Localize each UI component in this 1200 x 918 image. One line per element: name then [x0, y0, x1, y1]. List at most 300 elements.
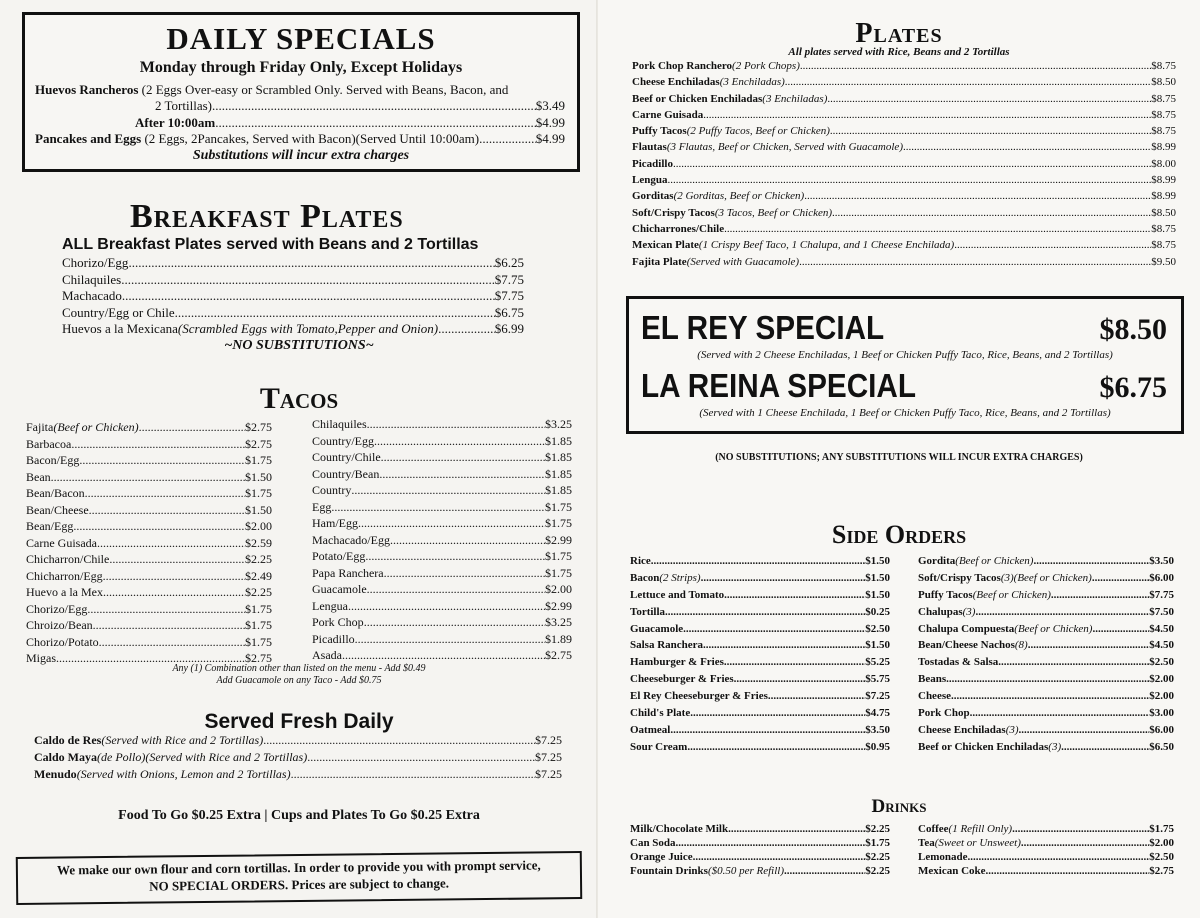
after-ten-line: After 10:00am ..... $4.99	[135, 116, 565, 129]
side-order-item	[918, 607, 1174, 624]
drinks-right	[918, 824, 1174, 880]
leader-dots	[109, 553, 245, 565]
item-name: Potato/Egg	[312, 549, 366, 563]
item-description: (de Pollo)(Served with Rice and 2 Tortillas)	[97, 750, 308, 764]
leader-dots	[800, 61, 1151, 72]
item-name: Bean/Bacon	[26, 486, 85, 500]
breakfast-item	[62, 322, 524, 339]
plate-item	[632, 126, 1176, 142]
item-name-wrap	[312, 600, 348, 612]
item-price: $7.25	[535, 767, 562, 781]
item-description: ($0.50 per Refill)	[707, 865, 785, 877]
item-name-wrap	[312, 435, 374, 447]
item-name-wrap	[26, 570, 103, 582]
item-price: $2.25	[245, 585, 272, 599]
item-name: Lettuce and Tomato	[630, 588, 725, 601]
item-name: Bacon/Egg	[26, 453, 80, 467]
drink-item	[918, 852, 1174, 866]
item-price: $1.50	[245, 502, 272, 517]
side-order-item	[630, 573, 890, 590]
item-name: Fajita	[26, 420, 54, 434]
item-description: (3 Enchiladas)	[762, 92, 828, 105]
item-price: $4.50	[1149, 639, 1174, 652]
item-price: $6.75	[494, 304, 524, 320]
item-price: $2.50	[1149, 851, 1174, 863]
item-name-wrap	[26, 421, 139, 433]
side-order-item	[630, 590, 890, 607]
item-price: $5.25	[865, 656, 890, 669]
leader-dots	[97, 537, 245, 549]
leader-dots	[1028, 640, 1150, 651]
item-name-wrap	[26, 520, 73, 532]
taco-item	[26, 636, 272, 653]
item-name-wrap	[918, 657, 998, 668]
side-order-item	[918, 624, 1174, 641]
item-name-wrap	[918, 674, 946, 685]
leader-dots	[331, 501, 545, 513]
item-name: Picadillo	[312, 631, 355, 646]
taco-item	[26, 603, 272, 620]
taco-item	[312, 484, 572, 501]
item-price: $7.75	[494, 271, 524, 287]
item-name: Bean	[26, 469, 51, 484]
item-name: Country/Chile	[312, 450, 381, 464]
side-order-item	[630, 674, 890, 691]
item-name-wrap	[918, 708, 970, 719]
plate-item	[632, 142, 1176, 158]
leader-dots	[365, 550, 545, 562]
item-name: Hamburger & Fries	[630, 656, 724, 669]
item-name: Huevo a la Mex	[26, 585, 103, 599]
taco-item	[26, 421, 272, 438]
side-order-item	[630, 624, 890, 641]
leader-dots	[673, 159, 1151, 170]
leader-dots	[665, 607, 865, 618]
item-price: $1.50	[245, 469, 272, 484]
item-name: Tostadas & Salsa	[918, 656, 999, 669]
taco-item	[26, 553, 272, 570]
leader-dots	[724, 224, 1151, 235]
item-name: Egg	[312, 499, 332, 514]
item-name: Chalupa Compuesta	[918, 622, 1015, 635]
item-price: $7.75	[1149, 588, 1174, 601]
item-price: $1.50	[865, 555, 890, 567]
item-price: $2.00	[1149, 673, 1174, 686]
served-fresh-list	[34, 734, 562, 785]
leader-dots	[683, 624, 865, 635]
leader-dots	[175, 306, 495, 319]
item-price: $2.25	[865, 823, 890, 835]
item-name: Menudo	[34, 767, 77, 781]
item-name-wrap	[630, 725, 670, 736]
item-name: Caldo Maya	[34, 750, 97, 764]
drink-item	[918, 824, 1174, 838]
item-name: Tea	[918, 837, 935, 849]
plate-item	[632, 240, 1176, 256]
item-name: Tortilla	[630, 605, 666, 618]
item-name: Can Soda	[630, 837, 676, 849]
item-name: El Rey Cheeseburger & Fries	[630, 690, 768, 703]
item-price: $3.00	[1149, 707, 1174, 720]
leader-dots	[71, 438, 245, 450]
item-name-wrap	[918, 624, 1092, 635]
item-name-wrap	[26, 619, 93, 631]
item-name-wrap	[632, 257, 799, 268]
item-price: $1.50	[865, 588, 890, 601]
leader-dots	[728, 824, 865, 835]
item-name-wrap	[632, 159, 673, 170]
drinks-title: Drinks	[871, 796, 927, 817]
drink-item	[630, 824, 890, 838]
leader-dots	[390, 534, 545, 546]
item-name: Lemonade	[918, 851, 968, 863]
item-description: (2 Gorditas, Beef or Chicken)	[673, 190, 805, 203]
item-name-wrap	[26, 586, 103, 598]
taco-item	[26, 537, 272, 554]
leader-dots	[703, 110, 1151, 121]
item-description: (Served with Onions, Lemon and 2 Tortillas)	[76, 767, 291, 781]
item-price: $2.25	[865, 851, 890, 863]
huevos-rancheros-line2: 2 Tortillas) ..... $3.49	[155, 99, 565, 112]
leader-dots	[804, 191, 1151, 202]
item-name-wrap	[630, 838, 676, 849]
item-name-wrap	[630, 674, 734, 685]
item-name: Chicharrones/Chile	[632, 222, 725, 235]
item-description: (Beef or Chicken)	[955, 555, 1034, 567]
item-name: Barbacoa	[26, 436, 72, 451]
item-name: Carne Guisada	[26, 535, 97, 550]
leader-dots	[975, 607, 1149, 618]
item-name-wrap	[312, 633, 355, 645]
leader-dots	[438, 322, 495, 335]
item-price: $1.75	[245, 634, 272, 649]
tortilla-notice-line1: We make our own flour and corn tortillas. In order to provide you with prompt service,	[56, 857, 541, 878]
leader-dots	[79, 454, 245, 466]
item-name-wrap	[632, 240, 954, 251]
item-name-wrap	[630, 708, 690, 719]
item-name: Papa Ranchera	[312, 565, 384, 580]
item-name-wrap	[918, 742, 1061, 753]
side-order-item	[918, 556, 1174, 573]
el-rey-special-price: $8.50	[1099, 313, 1167, 346]
la-reina-special-name: LA REINA SPECIAL	[641, 367, 917, 404]
breakfast-no-subs: ~NO SUBSTITUTIONS~	[224, 338, 374, 353]
item-name: Rice	[630, 555, 651, 567]
leader-dots	[263, 734, 535, 746]
item-name-wrap	[630, 607, 665, 618]
item-name-wrap	[26, 471, 51, 483]
tortilla-notice-box	[16, 851, 582, 905]
item-price: $6.00	[1149, 571, 1174, 584]
item-price: $4.50	[1149, 622, 1174, 635]
item-name: Flautas	[632, 141, 667, 154]
item-description: (Beef or Chicken)	[1014, 622, 1093, 635]
leader-dots	[351, 484, 545, 496]
taco-item	[26, 570, 272, 587]
side-order-item	[630, 640, 890, 657]
leader-dots	[687, 742, 865, 753]
item-name: Bean/Egg	[26, 519, 74, 533]
item-price: $4.75	[865, 707, 890, 720]
plates-list	[632, 61, 1176, 273]
side-order-item	[918, 708, 1174, 725]
item-name-wrap	[918, 725, 1019, 736]
item-name: Ham/Egg	[312, 516, 358, 530]
leader-dots	[374, 435, 545, 447]
item-name-wrap	[630, 691, 768, 702]
item-name-wrap	[34, 734, 263, 746]
item-price: $8.75	[1151, 125, 1176, 138]
item-name: Chicharron/Chile	[26, 552, 110, 566]
item-price: $1.85	[545, 466, 572, 481]
el-rey-special-name: EL REY SPECIAL	[641, 309, 885, 346]
leader-dots	[651, 556, 865, 567]
item-name: Country/Egg or Chile	[62, 304, 175, 320]
item-name: Fountain Drinks	[630, 865, 708, 877]
plate-item	[632, 224, 1176, 240]
item-name: Child's Plate	[630, 707, 691, 720]
side-order-item	[918, 657, 1174, 674]
item-price: $8.75	[1151, 92, 1176, 105]
item-price: $2.00	[545, 582, 572, 596]
taco-item	[312, 567, 572, 584]
side-order-item	[630, 556, 890, 573]
item-price: $2.00	[1149, 690, 1174, 703]
item-name: Bean/Cheese Nachos	[918, 639, 1015, 652]
plate-item	[632, 77, 1176, 93]
side-order-item	[630, 742, 890, 759]
taco-item	[312, 517, 572, 534]
leader-dots	[358, 517, 545, 529]
item-description: (3)	[1048, 740, 1062, 753]
item-name-wrap	[312, 534, 390, 546]
item-name: Chilaquiles	[312, 417, 367, 431]
leader-dots	[1012, 824, 1149, 835]
item-name: Huevos a la Mexicana	[62, 321, 178, 336]
item-name: Chalupas	[918, 605, 963, 618]
leader-dots	[832, 208, 1151, 219]
item-name-wrap	[918, 866, 986, 877]
item-name-wrap	[918, 852, 968, 863]
breakfast-item	[62, 256, 524, 273]
specials-no-subs: (NO SUBSTITUTIONS; ANY SUBSTITUTIONS WILL INCUR EXTRA CHARGES)	[715, 452, 1083, 463]
side-order-item	[630, 708, 890, 725]
item-name: Coffee	[918, 823, 949, 835]
item-price: $8.75	[1151, 60, 1176, 72]
side-orders-right	[918, 556, 1174, 759]
side-order-item	[630, 725, 890, 742]
item-name: Bacon	[630, 571, 660, 584]
item-description: (3 Flautas, Beef or Chicken, Served with Guacamole)	[666, 141, 903, 154]
breakfast-title: Breakfast Plates	[130, 198, 404, 235]
item-price: $7.50	[1149, 605, 1174, 618]
leader-dots	[342, 649, 545, 661]
side-order-item	[918, 742, 1174, 759]
item-name-wrap	[630, 556, 651, 567]
item-name-wrap	[632, 175, 667, 186]
leader-dots	[785, 77, 1151, 88]
item-name-wrap	[630, 742, 687, 753]
item-price: $0.95	[865, 740, 890, 753]
leader-dots	[799, 257, 1151, 268]
leader-dots	[103, 570, 245, 582]
substitutions-note: Substitutions will incur extra charges	[192, 148, 410, 163]
item-name: Pork Chop	[312, 615, 364, 629]
leader-dots	[381, 451, 545, 463]
item-price: $8.50	[1151, 206, 1176, 219]
taco-item	[312, 583, 572, 600]
item-description: (Served with Rice and 2 Tortillas)	[101, 733, 264, 747]
side-order-item	[918, 725, 1174, 742]
tacos-right-list	[312, 418, 572, 666]
served-fresh-item	[34, 734, 562, 751]
item-price: $1.85	[545, 450, 572, 464]
leader-dots	[701, 573, 866, 584]
taco-item	[312, 468, 572, 485]
item-name: Migas	[26, 651, 56, 665]
item-name: Caldo de Res	[34, 733, 102, 747]
leader-dots	[903, 142, 1151, 153]
taco-item	[312, 633, 572, 650]
item-price: $6.50	[1149, 740, 1174, 753]
taco-item	[312, 451, 572, 468]
leader-dots	[367, 583, 545, 595]
item-price: $8.75	[1151, 222, 1176, 235]
item-name-wrap	[26, 537, 97, 549]
item-price: $2.75	[245, 436, 272, 451]
item-name-wrap	[26, 636, 99, 648]
taco-item	[312, 435, 572, 452]
item-price: $1.75	[245, 453, 272, 467]
item-name: Milk/Chocolate Milk	[630, 823, 729, 835]
item-name: Chorizo/Potato	[26, 634, 99, 649]
plates-subtitle: All plates served with Rice, Beans and 2 Tortillas	[788, 46, 1010, 58]
breakfast-item	[62, 273, 524, 290]
item-name: Chorizo/Egg	[62, 255, 129, 270]
item-price: $1.85	[545, 433, 572, 448]
item-name-wrap	[630, 824, 728, 835]
item-description: (1 Crispy Beef Taco, 1 Chalupa, and 1 Cheese Enchilada)	[698, 239, 955, 252]
item-price: $2.99	[545, 532, 572, 547]
item-name-wrap	[26, 603, 87, 615]
item-price: $1.75	[245, 601, 272, 616]
leader-dots	[667, 175, 1151, 186]
item-name: Machacado	[62, 288, 122, 303]
plate-item	[632, 61, 1176, 77]
item-name: Country	[312, 483, 352, 497]
item-price: $2.75	[245, 651, 272, 665]
item-name: Asada	[312, 648, 342, 662]
leader-dots	[998, 657, 1149, 668]
plate-item	[632, 191, 1176, 207]
la-reina-special-price: $6.75	[1099, 371, 1167, 404]
item-name: Mexican Coke	[918, 865, 986, 877]
item-description: (Served with Guacamole)	[686, 255, 800, 268]
item-price: $8.99	[1151, 141, 1176, 154]
leader-dots	[986, 866, 1150, 877]
item-name: Lengua	[632, 174, 668, 187]
item-name-wrap	[632, 191, 804, 202]
leader-dots	[379, 468, 545, 480]
taco-item	[26, 487, 272, 504]
item-price: $8.75	[1151, 108, 1176, 121]
item-price: $1.75	[545, 499, 572, 514]
item-name-wrap	[918, 640, 1028, 651]
item-price: $2.75	[1149, 865, 1174, 877]
item-name-wrap	[630, 590, 724, 601]
side-order-item	[918, 674, 1174, 691]
item-price: $2.59	[245, 535, 272, 550]
item-name-wrap	[312, 517, 358, 529]
item-price: $7.25	[535, 733, 562, 747]
item-price: $3.50	[1149, 555, 1174, 567]
taco-item	[26, 504, 272, 521]
item-price: $2.50	[1149, 656, 1174, 669]
drink-item	[630, 852, 890, 866]
side-orders-left	[630, 556, 890, 759]
item-price: $7.25	[535, 750, 562, 764]
item-price: $1.50	[865, 639, 890, 652]
leader-dots	[51, 471, 245, 483]
leader-dots	[1092, 624, 1149, 635]
taco-guacamole-note: Add Guacamole on any Taco - Add $0.75	[216, 675, 382, 686]
served-fresh-item	[34, 751, 562, 768]
leader-dots	[87, 603, 245, 615]
item-name-wrap	[918, 691, 951, 702]
leader-dots	[103, 586, 245, 598]
leader-dots	[85, 487, 245, 499]
item-price: $1.85	[545, 483, 572, 497]
item-price: $0.25	[865, 605, 890, 618]
drink-item	[630, 838, 890, 852]
item-name-wrap	[312, 567, 384, 579]
item-name-wrap	[632, 224, 724, 235]
taco-item	[312, 418, 572, 435]
leader-dots	[1033, 556, 1149, 567]
right-page	[598, 0, 1200, 918]
specials-box	[626, 296, 1184, 434]
item-name-wrap	[312, 501, 331, 513]
item-name: Gordita	[918, 555, 956, 567]
item-name-wrap	[312, 616, 364, 628]
leader-dots	[1061, 742, 1149, 753]
item-name-wrap	[630, 573, 701, 584]
side-orders-title: Side Orders	[831, 520, 967, 549]
item-name: Cheese Enchiladas	[918, 723, 1006, 736]
item-price: $2.99	[545, 598, 572, 613]
item-name-wrap	[630, 852, 693, 863]
item-name-wrap	[312, 468, 379, 480]
item-price: $1.89	[545, 631, 572, 646]
item-name: Soft/Crispy Tacos	[632, 206, 715, 219]
item-name-wrap	[632, 77, 785, 88]
drink-item	[630, 866, 890, 880]
item-name-wrap	[630, 657, 724, 668]
item-price: $1.50	[865, 571, 890, 584]
item-name-wrap	[312, 649, 342, 661]
item-name: Chilaquiles	[62, 271, 122, 287]
item-name: Cheeseburger & Fries	[630, 673, 734, 686]
leader-dots	[830, 126, 1151, 137]
leader-dots	[367, 418, 545, 430]
item-name: Fajita Plate	[632, 255, 687, 268]
leader-dots	[384, 567, 545, 579]
item-name-wrap	[62, 322, 438, 335]
leader-dots	[951, 691, 1149, 702]
item-name: Oatmeal	[630, 723, 671, 736]
drink-item	[918, 838, 1174, 852]
item-name-wrap	[62, 273, 121, 286]
